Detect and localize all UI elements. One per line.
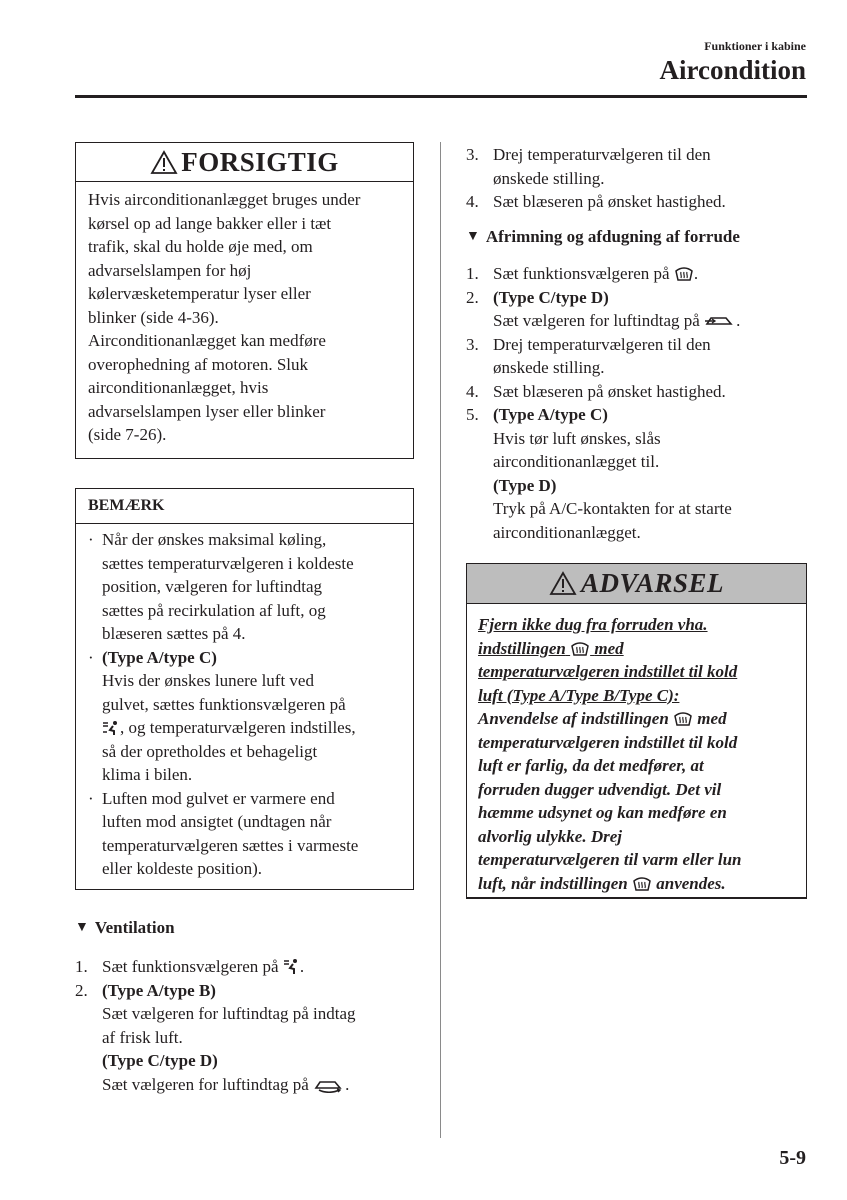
type-label: (Type A/type C) [102, 647, 217, 667]
defog-heading: ▼ Afrimning og afdugning af forrude [466, 227, 740, 246]
step-item: 4. Sæt blæseren på ønsket hastighed. [466, 380, 811, 404]
note-bullet: · Luften mod gulvet er varmere end luften mod ansigtet (undtagen når temperaturvælgeren sættes i varmeste eller koldeste position). [88, 787, 407, 881]
note-title: BEMÆRK [76, 489, 413, 524]
defroster-icon [674, 266, 694, 282]
step-item: 1. Sæt funktionsvælgeren på . [75, 957, 305, 976]
step-item: 2. (Type C/type D) Sæt vælgeren for luftindtag på . [466, 286, 811, 333]
defroster-icon [570, 641, 590, 657]
warning-line: luft er farlig, da det medfører, at [478, 756, 704, 775]
note-line: eller koldeste position). [102, 859, 263, 878]
type-label: (Type A/type C) [493, 405, 608, 424]
warning-triangle-icon [150, 150, 178, 175]
bi-level-icon [102, 720, 120, 736]
note-bullet: · (Type A/type C) Hvis der ønskes lunere luft ved gulvet, sættes funktionsvælgeren på , og temperaturvælgeren indstilles, så der opretholdes et behageligt klima i bilen. [88, 646, 407, 787]
header-rule [75, 95, 807, 98]
step-line: airconditionanlægget. [493, 522, 641, 542]
warning-line: temperaturvælgeren indstillet til kold [478, 662, 738, 681]
note-line: sættes temperaturvælgeren i koldeste [102, 553, 354, 573]
warning-title: ADVARSEL [580, 568, 725, 598]
caution-box [75, 142, 414, 459]
type-label: (Type D) [493, 475, 557, 495]
ventilation-steps-continued [466, 143, 811, 214]
note-line: blæseren sættes på 4. [102, 624, 246, 643]
warning-line: Anvendelse af indstillingen med [478, 709, 727, 728]
caution-line: advarselslampen lyser eller blinker [88, 401, 326, 421]
caution-line: overophedning af motoren. Sluk [88, 354, 309, 374]
step-line: Sæt blæseren på ønsket hastighed. [493, 381, 726, 401]
warning-line: luft (Type A/Type B/Type C): [478, 685, 680, 705]
warning-text [467, 604, 806, 895]
step-line: Sæt vælgeren for luftindtag på indtag [102, 1004, 356, 1023]
defroster-icon [673, 711, 693, 727]
note-line: gulvet, sættes funktionsvælgeren på [102, 694, 346, 714]
note-box [75, 488, 414, 890]
step-line: airconditionanlægget til. [493, 452, 660, 471]
vent-icon [283, 958, 300, 975]
warning-line: temperaturvælgeren til varm eller lun [478, 850, 742, 869]
step-line: Drej temperaturvælgeren til den [493, 334, 711, 354]
warning-line: Fjern ikke dug fra forruden vha. [478, 615, 708, 634]
triangle-bullet-icon: ▼ [75, 920, 89, 935]
caution-header [76, 143, 413, 182]
caution-line: blinker (side 4-36). [88, 307, 219, 327]
note-line: , og temperaturvælgeren indstilles, [102, 716, 356, 740]
warning-line: forruden dugger udvendigt. Det vil [478, 779, 722, 799]
defroster-icon [632, 876, 652, 892]
ventilation-steps [75, 955, 420, 1096]
caution-line: Airconditionanlægget kan medføre [88, 331, 326, 350]
step-item: 3. Drej temperaturvælgeren til den ønskede stilling. [466, 333, 811, 380]
column-divider [440, 142, 441, 1138]
type-label: (Type C/type D) [102, 1051, 218, 1070]
note-line: luften mod ansigtet (undtagen når [102, 812, 332, 831]
step-line: ønskede stilling. [493, 358, 605, 377]
note-bullet: · Når der ønskes maksimal køling, sættes temperaturvælgeren i koldeste position, vælgeren for luftindtag sættes på recirkulation af luft, og blæseren sættes på 4. [88, 528, 407, 646]
caution-text [76, 182, 413, 447]
caution-line: airconditionanlægget, hvis [88, 378, 269, 397]
step-line: Tryk på A/C-kontakten for at starte [493, 499, 732, 518]
step-line: Hvis tør luft ønskes, slås [493, 428, 661, 448]
note-text [76, 524, 413, 881]
warning-triangle-icon [549, 571, 577, 596]
warning-line: hæmme udsynet og kan medføre en [478, 803, 727, 822]
note-line: klima i bilen. [102, 765, 193, 784]
triangle-bullet-icon: ▼ [466, 229, 480, 244]
note-line: så der opretholdes et behageligt [102, 741, 318, 761]
step-line: Sæt blæseren på ønsket hastighed. [493, 192, 726, 211]
note-line: Luften mod gulvet er varmere end [102, 788, 335, 808]
step-item: 1. Sæt funktionsvælgeren på . [466, 264, 699, 283]
warning-line: alvorlig ulykke. Drej [478, 826, 623, 846]
step-item: 4. Sæt blæseren på ønsket hastighed. [466, 190, 811, 214]
note-line: position, vælgeren for luftindtag [102, 577, 323, 596]
caution-line: trafik, skal du holde øje med, om [88, 237, 313, 256]
warning-line: temperaturvælgeren indstillet til kold [478, 732, 738, 752]
ventilation-heading: ▼ Ventilation [75, 918, 175, 937]
caution-line: advarselslampen for høj [88, 260, 252, 280]
defog-steps [466, 262, 811, 544]
step-item: 2. (Type A/type B) Sæt vælgeren for luftindtag på indtag af frisk luft. (Type C/type D) Sæt vælgeren for luftindtag på . [75, 979, 420, 1097]
warning-box [466, 563, 807, 899]
caution-line: Hvis airconditionanlægget bruges under [88, 190, 361, 209]
note-line: Når der ønskes maksimal køling, [102, 530, 327, 549]
caution-line: (side 7-26). [88, 425, 167, 444]
caution-line: kørsel op ad lange bakker eller i tæt [88, 213, 332, 233]
warning-line: indstillingen med [478, 638, 624, 658]
note-line: Hvis der ønskes lunere luft ved [102, 671, 314, 690]
caution-line: kølervæsketemperatur lyser eller [88, 284, 311, 303]
warning-line: luft, når indstillingen anvendes. [478, 873, 726, 893]
type-label: (Type C/type D) [493, 287, 609, 307]
step-line: Sæt vælgeren for luftindtag på . [102, 1074, 350, 1094]
step-item: 3. Drej temperaturvælgeren til den ønskede stilling. [466, 143, 811, 190]
note-line: temperaturvælgeren sættes i varmeste [102, 835, 359, 855]
page-number: 5-9 [779, 1147, 806, 1169]
step-line: Sæt vælgeren for luftindtag på . [493, 311, 741, 330]
note-line: sættes på recirkulation af luft, og [102, 600, 326, 620]
step-line: Drej temperaturvælgeren til den [493, 145, 711, 164]
section-label: Funktioner i kabine [704, 39, 806, 53]
fresh-air-icon [704, 313, 736, 329]
caution-title: FORSIGTIG [181, 146, 339, 177]
step-line: af frisk luft. [102, 1027, 183, 1047]
step-line: ønskede stilling. [493, 168, 605, 188]
recirculation-icon [313, 1077, 345, 1093]
type-label: (Type A/type B) [102, 980, 216, 1000]
page-title: Aircondition [659, 55, 806, 85]
step-item: 5. (Type A/type C) Hvis tør luft ønskes, slås airconditionanlægget til. (Type D) Tryk på A/C-kontakten for at starte airconditionanlægget. [466, 403, 811, 544]
warning-header [467, 564, 806, 604]
